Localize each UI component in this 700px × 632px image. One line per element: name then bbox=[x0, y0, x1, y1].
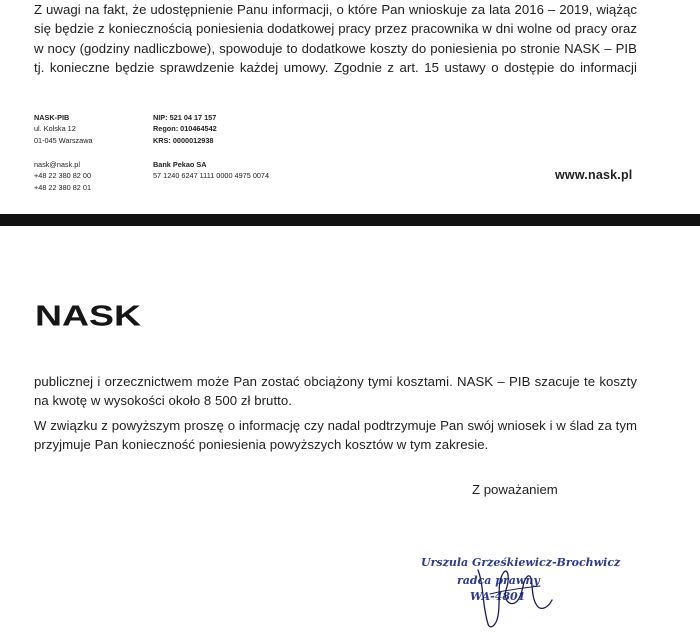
stamp-role: radca prawny bbox=[457, 574, 540, 587]
letter-body-top bbox=[34, 0, 637, 78]
paragraph-cost-estimate: publicznej i orzecznictwem może Pan zostać obciążony tymi kosztami. NASK – PIB szacuje te koszty na kwotę w wysokości około 8 500 zł brutto. bbox=[34, 374, 637, 409]
handwritten-signature bbox=[470, 564, 570, 632]
footer-address bbox=[34, 112, 93, 146]
footer-city: 01-045 Warszawa bbox=[34, 135, 93, 145]
footer-contact bbox=[34, 159, 91, 193]
footer-bank-account: 57 1240 6247 1111 0000 4975 0074 bbox=[153, 171, 270, 181]
paragraph-request-confirmation: W związku z powyższym proszę o informację czy nadal podtrzymuje Pan swój wniosek i w ślad za tym przyjmuje Pan konieczność poniesienia powyższych kosztów w tym zakresie. bbox=[34, 417, 637, 453]
letter-body-bottom bbox=[34, 372, 637, 455]
footer-phone-1: +48 22 380 82 00 bbox=[34, 171, 92, 181]
footer-regon: Regon: 010464542 bbox=[153, 124, 217, 134]
footer-phone-2: +48 22 380 82 01 bbox=[34, 182, 92, 192]
stamp-name: Urszula Grześkiewicz-Brochwicz bbox=[421, 556, 621, 569]
closing-salutation: Z poważaniem bbox=[472, 482, 558, 497]
nask-logo-text: NASK bbox=[35, 302, 142, 330]
footer-bank-name: Bank Pekao SA bbox=[153, 160, 207, 169]
page-separator bbox=[0, 214, 700, 226]
paragraph-costs-reason: Z uwagi na fakt, że udostępnienie Panu informacji, o które Pan wnioskuje za lata 2016 – 2019, wiążąc się będzie z koniecznością poniesienia dodatkowej pracy przez pracownika w dni wolne od pracy oraz w nocy (godziny nadliczbowe), spowoduje to dodatkowe koszty do poniesienia po stronie NASK – PIB tj. konieczne będzie sprawdzenie każdej umowy. Zgodnie z art. 15 ustawy o dostępie do informacji bbox=[34, 2, 637, 76]
letter-page-top bbox=[0, 0, 700, 214]
footer-email: nask@nask.pl bbox=[34, 160, 80, 169]
footer-bank bbox=[153, 159, 269, 182]
footer-website: www.nask.pl bbox=[555, 168, 633, 182]
footer-krs: KRS: 0000012938 bbox=[153, 135, 214, 145]
footer-registry bbox=[153, 112, 217, 146]
footer-nip: NIP: 521 04 17 157 bbox=[153, 113, 217, 122]
nask-logo bbox=[35, 302, 143, 330]
stamp-number: WA-4801 bbox=[470, 590, 526, 603]
footer-street: ul. Kolska 12 bbox=[34, 124, 76, 134]
footer-org-name: NASK-PIB bbox=[34, 113, 70, 122]
